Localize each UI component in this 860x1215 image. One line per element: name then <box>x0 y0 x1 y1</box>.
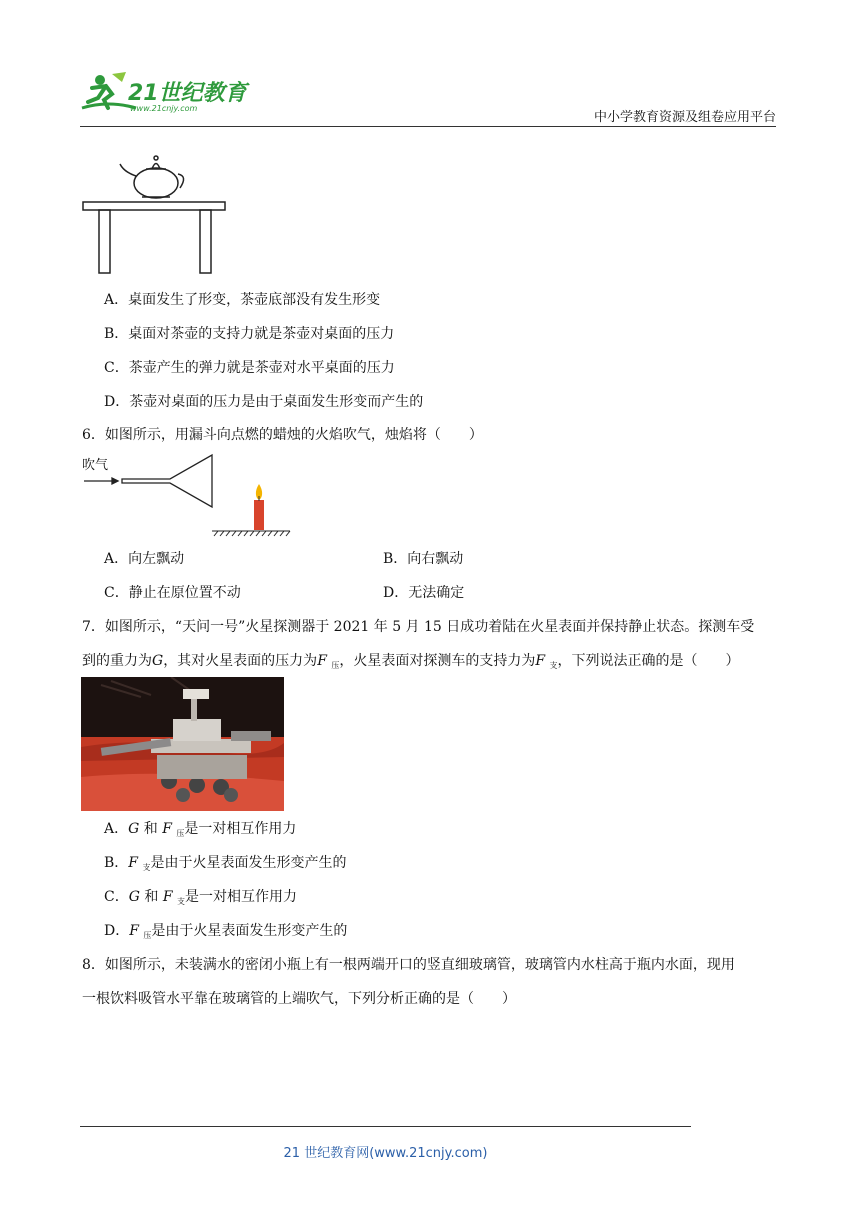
candle-icon <box>254 484 264 530</box>
logo-text: 21世纪教育 <box>128 81 247 106</box>
platform-name: 中小学教育资源及组卷应用平台 <box>593 110 776 125</box>
q7-stem-line1: 7．如图所示，“天问一号”火星探测器于 2021 年 5 月 15 日成功着陆在火星表面并保持静止状态。探测车受 <box>82 619 755 635</box>
footer-link[interactable]: 21 世纪教育网(www.21cnjy.com) <box>283 1146 488 1161</box>
footer-divider <box>80 1126 691 1127</box>
q6-stem: 6．如图所示，用漏斗向点燃的蜡烛的火焰吹气，烛焰将（ ） <box>82 427 483 443</box>
q6-option-d[interactable]: D．无法确定 <box>383 585 465 601</box>
q6-option-a[interactable]: A．向左飘动 <box>104 551 185 567</box>
q7-stem-line2: 到的重力为G，其对火星表面的压力为F $_压$，火星表面对探测车的支持力为F $_支$，下列说法正确的是（ ） <box>82 653 740 670</box>
header-divider <box>80 126 776 127</box>
q5-option-b[interactable]: B．桌面对茶壶的支持力就是茶壶对桌面的压力 <box>104 326 395 342</box>
arrow-icon <box>84 478 118 484</box>
q7-option-c[interactable]: C．G 和 F $_支$是一对相互作用力 <box>104 889 297 906</box>
ground-icon <box>212 531 290 536</box>
mars-rover-photo <box>81 677 284 811</box>
q7-option-d[interactable]: D．F $_压$是由于火星表面发生形变产生的 <box>104 923 348 940</box>
q5-option-c[interactable]: C．茶壶产生的弹力就是茶壶对水平桌面的压力 <box>104 360 395 376</box>
q6-option-c[interactable]: C．静止在原位置不动 <box>104 585 241 601</box>
q5-option-d[interactable]: D．茶壶对桌面的压力是由于桌面发生形变而产生的 <box>104 394 424 410</box>
q7-option-a[interactable]: A．G 和 F $_压$是一对相互作用力 <box>104 821 297 838</box>
funnel-icon <box>122 455 212 507</box>
q5-option-a[interactable]: A．桌面发生了形变，茶壶底部没有发生形变 <box>104 292 381 308</box>
teapot-icon <box>120 156 184 198</box>
funnel-candle-figure <box>82 452 294 540</box>
site-logo <box>78 70 248 116</box>
q8-stem-line2: 一根饮料吸管水平靠在玻璃管的上端吹气，下列分析正确的是（ ） <box>82 991 516 1007</box>
q8-stem-line1: 8．如图所示，未装满水的密闭小瓶上有一根两端开口的竖直细玻璃管，玻璃管内水柱高于瓶内水面，现用 <box>82 957 735 973</box>
logo-url: www.21cnjy.com <box>130 104 198 113</box>
teapot-table-figure <box>80 150 230 278</box>
table-icon <box>83 202 225 273</box>
blow-label: 吹气 <box>82 458 109 473</box>
q7-option-b[interactable]: B．F $_支$是由于火星表面发生形变产生的 <box>104 855 347 872</box>
q6-option-b[interactable]: B．向右飘动 <box>383 551 464 567</box>
